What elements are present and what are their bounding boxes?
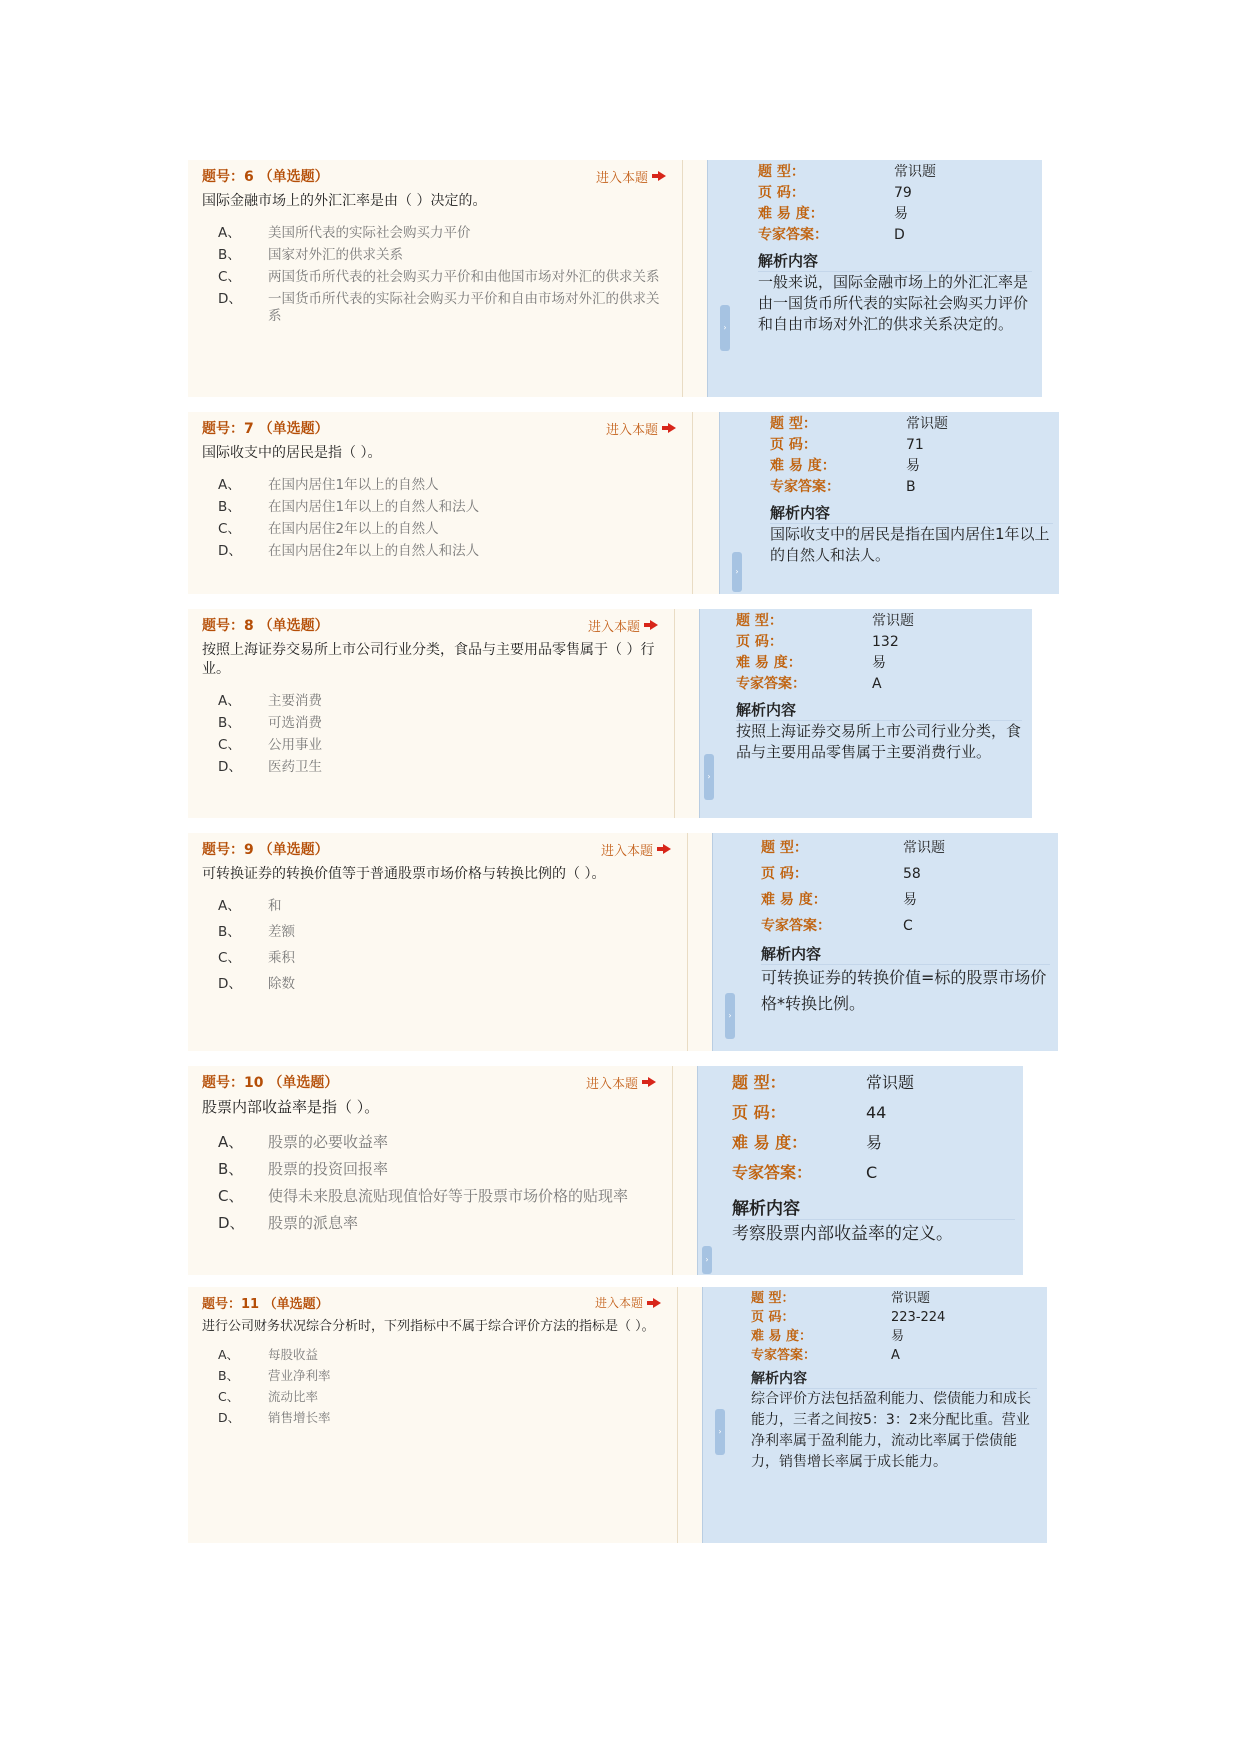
enter-question-link[interactable] (588, 616, 658, 635)
option-key: B、 (218, 715, 241, 731)
option-key: D、 (218, 976, 242, 992)
page-value: 132 (872, 634, 899, 650)
option-item[interactable] (218, 737, 660, 754)
difficulty-label: 难 易 度： (732, 1133, 808, 1152)
expand-handle-icon[interactable]: › (702, 1246, 712, 1274)
analysis-title: 解析内容 (770, 504, 831, 522)
options-list (188, 1117, 672, 1234)
page-row (751, 1308, 1037, 1327)
page-row (761, 861, 1050, 887)
page-value: 44 (866, 1103, 887, 1122)
arrow-right-icon (647, 1298, 661, 1308)
expand-handle-icon[interactable]: › (732, 552, 742, 592)
option-key: D、 (218, 543, 242, 559)
option-item[interactable] (218, 225, 668, 242)
option-key: D、 (218, 291, 242, 307)
enter-question-link[interactable] (586, 1073, 656, 1092)
page-label: 页 码： (761, 866, 808, 882)
enter-label: 进入本题 (587, 619, 640, 635)
analysis-text: 综合评价方法包括盈利能力、偿债能力和成长能力，三者之间按5：3：2来分配比重。营业净利率属于盈利能力，流动比率属于偿债能力，销售增长率属于成长能力。 (751, 1391, 1031, 1470)
enter-label: 进入本题 (585, 1076, 638, 1092)
analysis-title: 解析内容 (732, 1199, 800, 1219)
page-value: 223-224 (891, 1310, 946, 1325)
type-value: 常识题 (903, 840, 945, 856)
difficulty-label: 难 易 度： (758, 206, 824, 222)
difficulty-value: 易 (891, 1329, 905, 1344)
question-card (188, 833, 1058, 1051)
option-item[interactable] (218, 1368, 663, 1384)
page-label: 页 码： (732, 1103, 786, 1122)
type-label: 题 型： (770, 416, 817, 432)
question-number: 题号：9 （单选题） (202, 842, 329, 858)
page-label: 页 码： (758, 185, 805, 201)
enter-question-link[interactable] (601, 840, 671, 859)
option-key: B、 (218, 499, 241, 515)
option-key: A、 (218, 898, 241, 914)
answer-value: B (906, 479, 916, 495)
option-text: 公用事业 (268, 737, 322, 753)
pane-gap (688, 833, 712, 1051)
arrow-right-icon (642, 1077, 656, 1087)
answer-value: C (866, 1163, 878, 1182)
page-value: 71 (906, 437, 924, 453)
option-key: A、 (218, 693, 241, 709)
option-key: B、 (218, 1368, 240, 1383)
analysis-text: 可转换证券的转换价值=标的股票市场价格*转换比例。 (761, 968, 1047, 1013)
option-item[interactable] (218, 1158, 658, 1180)
option-text: 在国内居住1年以上的自然人 (268, 477, 439, 493)
option-key: C、 (218, 269, 241, 285)
question-stem: 进行公司财务状况综合分析时，下列指标中不属于综合评价方法的指标是（ ）。 (202, 1319, 655, 1334)
expand-handle-icon[interactable]: › (725, 993, 735, 1039)
page-row (732, 1098, 1015, 1128)
answer-pane (719, 412, 1059, 594)
option-key: D、 (218, 1410, 241, 1425)
option-item[interactable] (218, 693, 660, 710)
analysis-text: 国际收支中的居民是指在国内居住1年以上的自然人和法人。 (770, 525, 1050, 564)
pane-gap (683, 160, 707, 397)
option-key: C、 (218, 521, 241, 537)
pane-gap (693, 412, 719, 594)
option-text: 医药卫生 (268, 759, 322, 775)
option-key: A、 (218, 225, 241, 241)
type-label: 题 型： (751, 1291, 795, 1306)
question-card (188, 609, 1032, 818)
type-row (751, 1289, 1037, 1308)
option-item[interactable] (218, 1347, 663, 1363)
page-value: 58 (903, 866, 921, 882)
option-item[interactable] (218, 477, 678, 494)
option-item[interactable] (218, 1410, 663, 1426)
expand-handle-icon[interactable]: › (715, 1409, 725, 1455)
option-item[interactable] (218, 1389, 663, 1405)
analysis-title: 解析内容 (761, 945, 822, 963)
option-item[interactable] (218, 759, 660, 776)
page-value: 79 (894, 185, 912, 201)
option-item[interactable] (218, 499, 678, 516)
answer-row (736, 674, 1022, 695)
page-label: 页 码： (751, 1310, 795, 1325)
question-card (188, 1287, 1047, 1543)
answer-label: 专家答案： (736, 676, 806, 692)
option-key: B、 (218, 247, 241, 263)
option-text: 主要消费 (268, 693, 322, 709)
analysis-text: 一般来说，国际金融市场上的外汇汇率是由一国货币所代表的实际社会购买力评价和自由市场对外汇的供求关系决定的。 (758, 273, 1029, 333)
question-pane (188, 1066, 673, 1275)
difficulty-row (758, 204, 1032, 225)
answer-label: 专家答案： (732, 1163, 813, 1182)
answer-value: D (894, 227, 905, 243)
option-key: A、 (218, 1133, 244, 1151)
enter-label: 进入本题 (600, 843, 653, 859)
difficulty-row (761, 887, 1050, 913)
options-list (188, 1335, 677, 1426)
answer-value: A (891, 1348, 900, 1363)
option-item[interactable] (218, 269, 668, 286)
question-pane (188, 160, 683, 397)
arrow-right-icon (662, 423, 676, 433)
option-text: 每股收益 (268, 1347, 319, 1362)
option-text: 国家对外汇的供求关系 (268, 247, 403, 263)
type-value: 常识题 (891, 1291, 931, 1306)
arrow-right-icon (657, 844, 671, 854)
option-text: 在国内居住2年以上的自然人 (268, 521, 439, 537)
difficulty-label: 难 易 度： (770, 458, 836, 474)
question-pane (188, 412, 693, 594)
difficulty-row (770, 456, 1053, 477)
type-value: 常识题 (906, 416, 948, 432)
type-value: 常识题 (872, 613, 914, 629)
type-row (736, 611, 1022, 632)
option-text: 股票的必要收益率 (268, 1133, 389, 1151)
analysis-title: 解析内容 (758, 252, 819, 270)
difficulty-label: 难 易 度： (736, 655, 802, 671)
expand-handle-icon[interactable]: › (720, 305, 730, 351)
question-number: 题号：10 （单选题） (202, 1075, 339, 1091)
enter-question-link[interactable] (595, 1294, 661, 1311)
option-text: 一国货币所代表的实际社会购买力平价和自由市场对外汇的供求关系 (268, 291, 660, 324)
answer-label: 专家答案： (758, 227, 828, 243)
option-text: 差额 (268, 924, 295, 940)
type-value: 常识题 (894, 164, 936, 180)
option-item[interactable] (218, 1212, 658, 1234)
question-stem: 股票内部收益率是指（ ）。 (202, 1098, 380, 1116)
type-row (758, 162, 1032, 183)
option-item[interactable] (218, 543, 678, 560)
enter-question-link[interactable] (606, 419, 676, 438)
enter-question-link[interactable] (596, 167, 666, 186)
page-label: 页 码： (736, 634, 783, 650)
answer-pane (697, 1066, 1023, 1275)
answer-pane (699, 609, 1032, 818)
answer-row (751, 1346, 1037, 1365)
difficulty-label: 难 易 度： (761, 892, 827, 908)
question-card (188, 1066, 1023, 1275)
page-row (736, 632, 1022, 653)
option-key: C、 (218, 950, 241, 966)
pane-gap (675, 609, 699, 818)
question-number: 题号：6 （单选题） (202, 169, 329, 185)
difficulty-row (751, 1327, 1037, 1346)
option-text: 营业净利率 (268, 1368, 331, 1383)
option-text: 在国内居住1年以上的自然人和法人 (268, 499, 480, 515)
option-key: C、 (218, 737, 241, 753)
question-card (188, 160, 1042, 397)
question-stem: 按照上海证券交易所上市公司行业分类，食品与主要用品零售属于（ ）行业。 (202, 642, 655, 677)
arrow-right-icon (652, 171, 666, 181)
option-text: 美国所代表的实际社会购买力平价 (268, 225, 471, 241)
option-key: A、 (218, 477, 241, 493)
analysis-text: 按照上海证券交易所上市公司行业分类，食品与主要用品零售属于主要消费行业。 (736, 722, 1022, 761)
type-row (770, 414, 1053, 435)
answer-value: C (903, 918, 913, 934)
difficulty-value: 易 (903, 892, 917, 908)
type-label: 题 型： (758, 164, 805, 180)
option-text: 股票的投资回报率 (268, 1160, 389, 1178)
options-list (188, 679, 674, 776)
answer-row (758, 225, 1032, 246)
question-number: 题号：8 （单选题） (202, 618, 329, 634)
question-stem: 国际收支中的居民是指（ ）。 (202, 445, 382, 461)
enter-label: 进入本题 (605, 422, 658, 438)
answer-pane (707, 160, 1042, 397)
type-row (732, 1068, 1015, 1098)
enter-label: 进入本题 (594, 1296, 643, 1310)
page-row (770, 435, 1053, 456)
type-row (761, 835, 1050, 861)
answer-value: A (872, 676, 882, 692)
option-text: 流动比率 (268, 1389, 319, 1404)
difficulty-value: 易 (894, 206, 908, 222)
difficulty-value: 易 (866, 1133, 883, 1152)
option-item[interactable] (218, 1185, 658, 1207)
arrow-right-icon (644, 620, 658, 630)
question-number: 题号：7 （单选题） (202, 421, 329, 437)
option-text: 和 (268, 898, 282, 914)
question-pane (188, 833, 688, 1051)
option-text: 除数 (268, 976, 295, 992)
difficulty-row (736, 653, 1022, 674)
option-text: 乘积 (268, 950, 295, 966)
question-stem: 可转换证券的转换价值等于普通股票市场价格与转换比例的（ ）。 (202, 866, 606, 882)
answer-label: 专家答案： (761, 918, 831, 934)
option-text: 使得未来股息流贴现值恰好等于股票市场价格的贴现率 (268, 1187, 629, 1205)
analysis-text: 考察股票内部收益率的定义。 (732, 1224, 953, 1244)
option-item[interactable] (218, 247, 668, 264)
option-item[interactable] (218, 291, 668, 325)
answer-pane (702, 1287, 1047, 1543)
difficulty-row (732, 1128, 1015, 1158)
question-pane (188, 609, 675, 818)
option-key: C、 (218, 1389, 240, 1404)
answer-row (732, 1158, 1015, 1188)
option-key: B、 (218, 924, 241, 940)
type-label: 题 型： (732, 1073, 786, 1092)
answer-row (761, 913, 1050, 939)
question-pane (188, 1287, 678, 1543)
question-card (188, 412, 1059, 594)
analysis-title: 解析内容 (751, 1371, 807, 1387)
option-key: B、 (218, 1160, 244, 1178)
type-label: 题 型： (736, 613, 783, 629)
difficulty-value: 易 (872, 655, 886, 671)
difficulty-label: 难 易 度： (751, 1329, 813, 1344)
option-key: A、 (218, 1347, 240, 1362)
type-label: 题 型： (761, 840, 808, 856)
enter-label: 进入本题 (595, 170, 648, 186)
answer-label: 专家答案： (751, 1348, 817, 1363)
option-text: 股票的派息率 (268, 1214, 359, 1232)
option-text: 销售增长率 (268, 1410, 331, 1425)
answer-label: 专家答案： (770, 479, 840, 495)
option-item[interactable] (218, 715, 660, 732)
option-item[interactable] (218, 950, 673, 967)
analysis-title: 解析内容 (736, 701, 797, 719)
option-text: 可选消费 (268, 715, 322, 731)
option-text: 在国内居住2年以上的自然人和法人 (268, 543, 480, 559)
page-label: 页 码： (770, 437, 817, 453)
option-key: D、 (218, 759, 242, 775)
options-list (188, 884, 687, 993)
option-item[interactable] (218, 976, 673, 993)
difficulty-value: 易 (906, 458, 920, 474)
option-key: C、 (218, 1187, 244, 1205)
option-item[interactable] (218, 898, 673, 915)
option-key: D、 (218, 1214, 245, 1232)
option-item[interactable] (218, 924, 673, 941)
question-stem: 国际金融市场上的外汇汇率是由（ ）决定的。 (202, 193, 487, 209)
option-item[interactable] (218, 1131, 658, 1153)
answer-pane (712, 833, 1058, 1051)
answer-row (770, 477, 1053, 498)
page-row (758, 183, 1032, 204)
option-text: 两国货币所代表的社会购买力平价和由他国市场对外汇的供求关系 (268, 269, 660, 285)
type-value: 常识题 (866, 1073, 915, 1092)
pane-gap (673, 1066, 697, 1275)
options-list (188, 211, 682, 325)
pane-gap (678, 1287, 702, 1543)
options-list (188, 463, 692, 560)
question-number: 题号：11 （单选题） (202, 1297, 329, 1312)
expand-handle-icon[interactable]: › (704, 754, 714, 800)
option-item[interactable] (218, 521, 678, 538)
